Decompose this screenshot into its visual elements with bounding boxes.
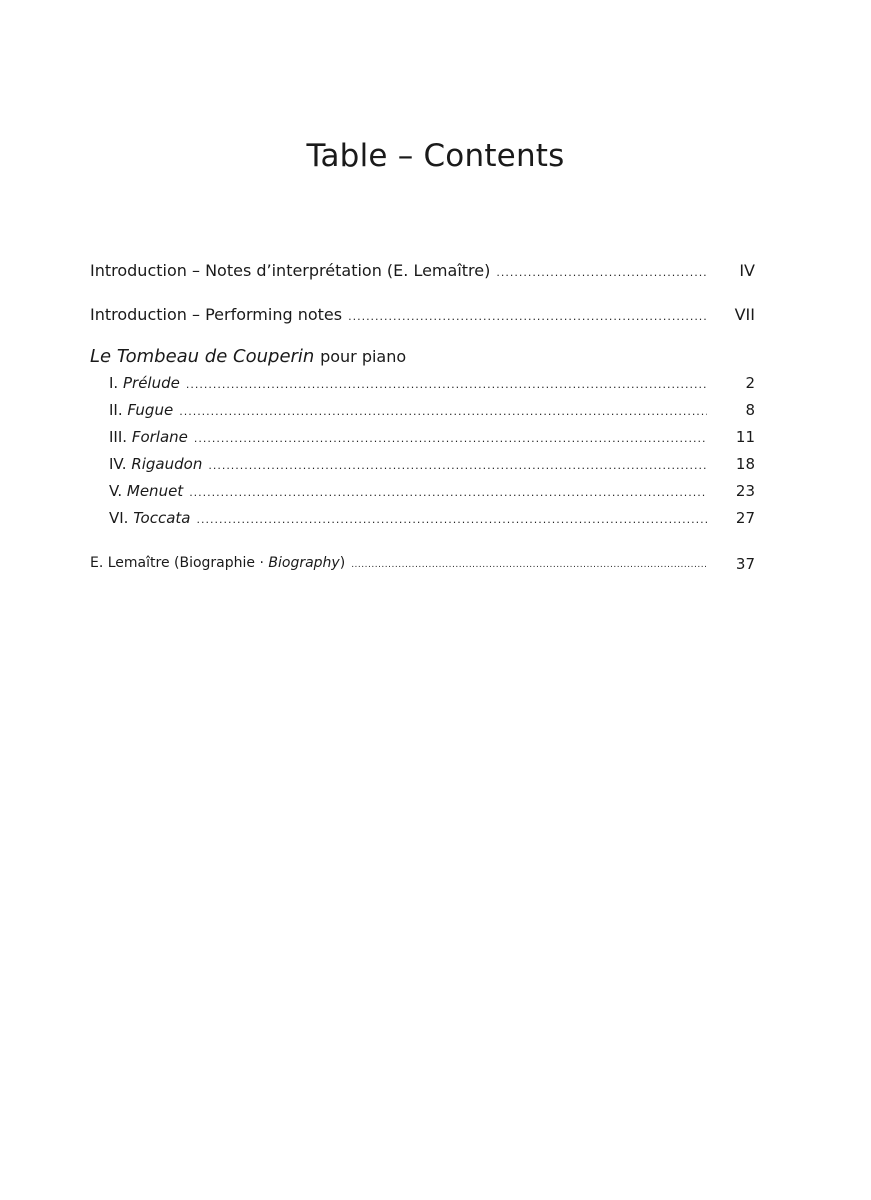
toc-entry-page: 27 [735, 509, 755, 527]
piece-name: Menuet [126, 482, 184, 500]
dot-leader [186, 378, 707, 391]
page-title: Table – Contents [306, 138, 565, 174]
dot-leader [496, 266, 707, 279]
dot-leader [348, 310, 707, 323]
toc-entry-piece[interactable] [109, 428, 755, 446]
dot-leader [194, 432, 707, 445]
section-subtitle: pour piano [320, 347, 407, 366]
piece-number: VI. [109, 509, 129, 527]
dot-leader [351, 560, 707, 570]
toc-entry-label: Introduction – Notes d’interprétation (E. Lemaître) [90, 261, 491, 280]
piece-number: V. [109, 482, 123, 500]
toc-entry-page: 37 [735, 555, 755, 573]
biography-label: E. Lemaître (Biographie · [90, 555, 269, 571]
toc-entry-page: 18 [735, 455, 755, 473]
toc-entry-piece[interactable] [109, 374, 755, 392]
toc-entry-intro-fr[interactable] [90, 261, 755, 280]
dot-leader [196, 513, 707, 526]
piece-number: II. [109, 401, 123, 419]
dot-leader [208, 459, 707, 472]
piece-name: Prélude [122, 374, 180, 392]
biography-label-end: ) [339, 555, 346, 571]
toc-entry-page: 11 [735, 428, 755, 446]
dot-leader [179, 405, 707, 418]
piece-number: IV. [109, 455, 127, 473]
piece-name: Fugue [127, 401, 174, 419]
dot-leader [189, 486, 707, 499]
toc-entry-page: IV [739, 261, 755, 280]
toc-entry-piece[interactable] [109, 509, 755, 527]
biography-label-italic: Biography [268, 555, 340, 571]
toc-entry-piece[interactable] [109, 455, 755, 473]
toc-entry-piece[interactable] [109, 482, 755, 500]
piece-number: III. [109, 428, 128, 446]
piece-name: Toccata [133, 509, 191, 527]
toc-entry-page: 23 [735, 482, 755, 500]
section-heading [90, 346, 406, 367]
toc-entry-page: VII [734, 305, 755, 324]
piece-name: Rigaudon [131, 455, 203, 473]
piece-number: I. [109, 374, 119, 392]
piece-name: Forlane [131, 428, 188, 446]
toc-entry-biography[interactable] [90, 555, 755, 573]
toc-entry-page: 8 [745, 401, 755, 419]
toc-entry-page: 2 [745, 374, 755, 392]
toc-entry-intro-en[interactable] [90, 305, 755, 324]
toc-entry-label: Introduction – Performing notes [90, 305, 343, 324]
toc-entry-piece[interactable] [109, 401, 755, 419]
section-title: Le Tombeau de Couperin [90, 346, 315, 367]
